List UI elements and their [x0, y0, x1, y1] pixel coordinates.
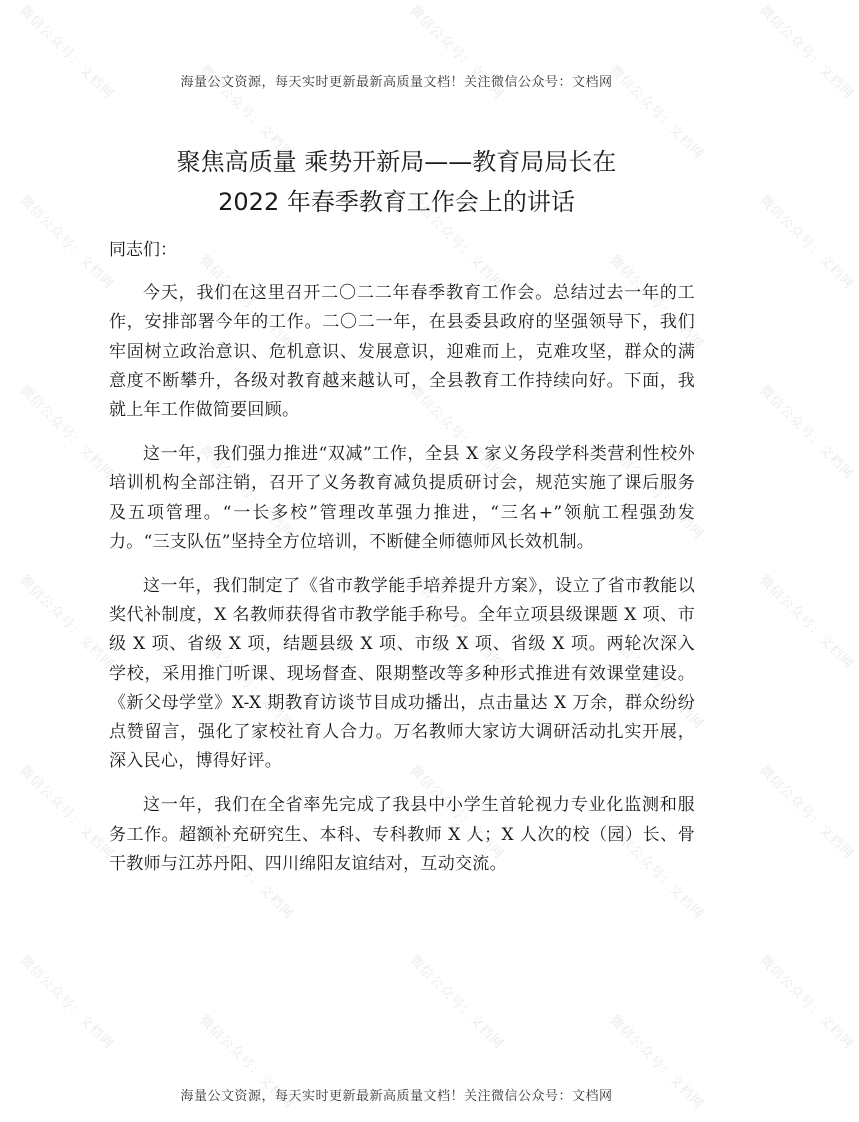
document-body — [109, 236, 695, 894]
watermark-text: 微信公众号：文档网 — [16, 952, 117, 1053]
title-line-1: 聚焦高质量 乘势开新局——教育局局长在 — [176, 148, 617, 176]
watermark-text: 微信公众号：文档网 — [756, 382, 857, 483]
watermark-text: 微信公众号：文档网 — [606, 822, 707, 923]
watermark-text: 微信公众号：文档网 — [606, 632, 707, 733]
watermark-text: 微信公众号：文档网 — [16, 2, 117, 103]
watermark-text: 微信公众号：文档网 — [606, 252, 707, 353]
watermark-text: 微信公众号：文档网 — [196, 62, 297, 163]
footer-note: 海量公文资源，每天实时更新最新高质量文档！关注微信公众号：文档网 — [180, 1089, 613, 1104]
header-note: 海量公文资源，每天实时更新最新高质量文档！关注微信公众号：文档网 — [180, 75, 613, 90]
watermark-text: 微信公众号：文档网 — [756, 952, 857, 1053]
watermark-text: 微信公众号：文档网 — [406, 762, 507, 863]
watermark-text: 微信公众号：文档网 — [16, 762, 117, 863]
watermark-text: 微信公众号：文档网 — [196, 252, 297, 353]
watermark-text: 微信公众号：文档网 — [606, 62, 707, 163]
paragraph-1: 今天，我们在这里召开二〇二二年春季教育工作会。总结过去一年的工作，安排部署今年的工作。二〇二一年，在县委县政府的坚强领导下，我们牢固树立政治意识、危机意识、发展意识，迎难而上，克难攻坚，群众的满意度不断攀升，各级对教育越来越认可，全县教育工作持续向好。下面，我就上年工作做简要回顾。 — [109, 283, 695, 421]
watermark-text: 微信公众号：文档网 — [406, 572, 507, 673]
watermark-text: 微信公众号：文档网 — [196, 442, 297, 543]
document-title — [60, 142, 733, 222]
salutation: 同志们： — [109, 240, 177, 260]
watermark-text: 微信公众号：文档网 — [196, 1012, 297, 1113]
watermark-text: 微信公众号：文档网 — [16, 192, 117, 293]
paragraph-4: 这一年，我们在全省率先完成了我县中小学生首轮视力专业化监测和服务工作。超额补充研究生、本科、专科教师 X 人；X 人次的校（园）长、骨干教师与江苏丹阳、四川绵阳友谊结对，互动交流。 — [109, 795, 695, 874]
title-line-2: 2022 年春季教育工作会上的讲话 — [218, 188, 575, 216]
watermark-text: 微信公众号：文档网 — [196, 822, 297, 923]
watermark-text: 微信公众号：文档网 — [196, 632, 297, 733]
watermark-text: 微信公众号：文档网 — [756, 762, 857, 863]
watermark-text: 微信公众号：文档网 — [756, 192, 857, 293]
watermark-text: 微信公众号：文档网 — [406, 2, 507, 103]
watermark-text: 微信公众号：文档网 — [406, 192, 507, 293]
watermark-text: 微信公众号：文档网 — [606, 1012, 707, 1113]
watermark-text: 微信公众号：文档网 — [606, 442, 707, 543]
watermark-text: 微信公众号：文档网 — [406, 382, 507, 483]
paragraph-2: 这一年，我们强力推进“双减”工作，全县 X 家义务段学科类营利性校外培训机构全部注销，召开了义务教育减负提质研讨会，规范实施了课后服务及五项管理。“一长多校”管理改革强力推进，“三名+”领航工程强劲发力。“三支队伍”坚持全方位培训，不断健全师德师风长效机制。 — [109, 444, 695, 552]
watermark-text: 微信公众号：文档网 — [406, 952, 507, 1053]
paragraph-3: 这一年，我们制定了《省市教学能手培养提升方案》，设立了省市教能以奖代补制度，X 名教师获得省市教学能手称号。全年立项县级课题 X 项、市级 X 项、省级 X 项，结题县级 X 项、市级 X 项、省级 X 项。两轮次深入学校，采用推门听课、现场督查、限期整改等多种形式推进有效课堂建设。《新父母学堂》X-X 期教育访谈节目成功播出，点击量达 X 万余，群众纷纷点赞留言，强化了家校社育人合力。万名教师大家访大调研活动扎实开展，深入民心，博得好评。 — [109, 576, 695, 772]
watermark-text: 微信公众号：文档网 — [16, 572, 117, 673]
watermark-text: 微信公众号：文档网 — [756, 572, 857, 673]
watermark-text: 微信公众号：文档网 — [16, 382, 117, 483]
watermark-text: 微信公众号：文档网 — [756, 2, 857, 103]
